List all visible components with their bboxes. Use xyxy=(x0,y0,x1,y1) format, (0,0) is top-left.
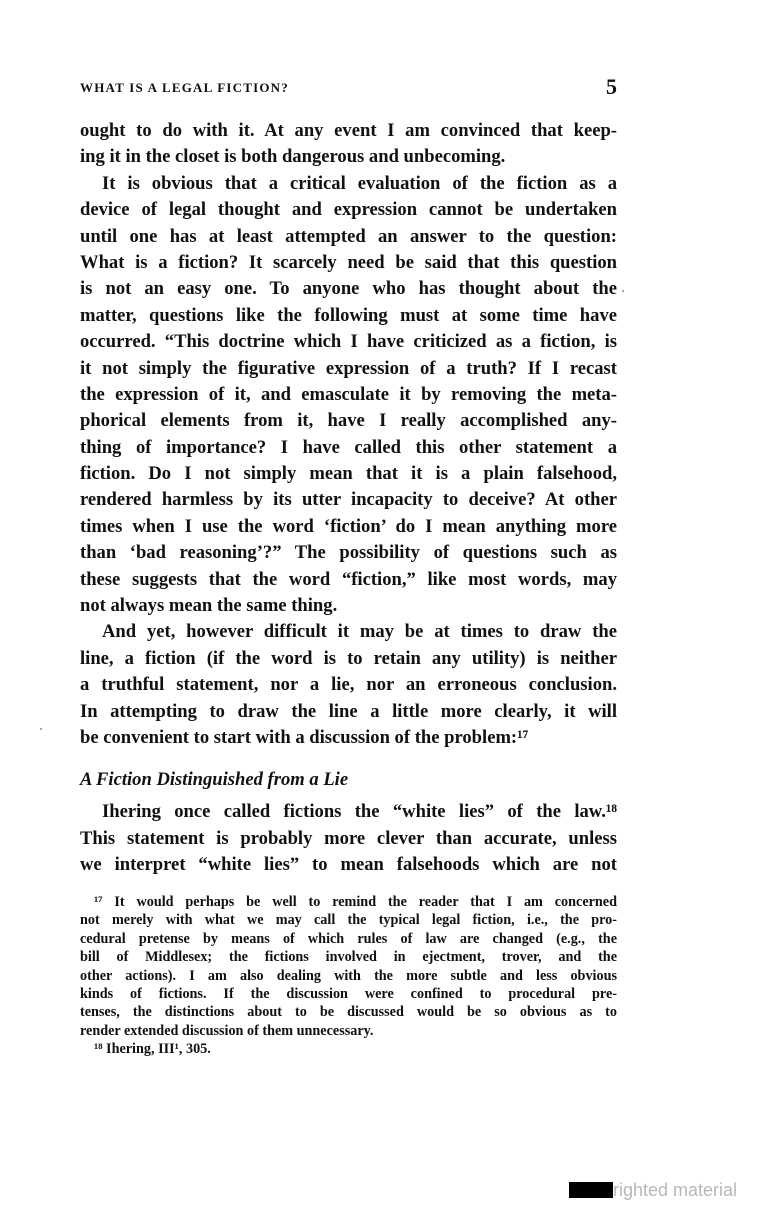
text-line: is not an easy one. To anyone who has thought about the xyxy=(80,278,617,300)
text-line: the expression of it, and emasculate it by removing the meta- xyxy=(80,383,617,405)
text-line: This statement is probably more clever than accurate, unless xyxy=(80,827,617,849)
text-line: be convenient to start with a discussion of the problem:¹⁷ xyxy=(80,726,529,748)
footnote-line: tenses, the distinctions about to be discussed would be so obvious as to xyxy=(80,1004,617,1021)
text-line: It is obvious that a critical evaluation of the fiction as a xyxy=(102,172,617,194)
text-line: line, a fiction (if the word is to retain any utility) is neither xyxy=(80,647,617,669)
paragraph-what-is-a-fiction xyxy=(80,171,617,620)
text-line: ought to do with it. At any event I am convinced that keep- xyxy=(80,120,617,141)
text-line: times when I use the word ‘fiction’ do I mean anything more xyxy=(80,515,617,537)
body-text xyxy=(80,118,617,879)
paragraph-continued xyxy=(80,118,617,171)
text-line: a truthful statement, nor a lie, nor an erroneous conclusion. xyxy=(80,674,617,696)
footnote-line: render extended discussion of them unnecessary. xyxy=(80,1022,374,1039)
text-line: these suggests that the word “fiction,” like most words, may xyxy=(80,568,617,590)
text-line: What is a fiction? It scarcely need be said that this question xyxy=(80,251,617,273)
text-line: ing it in the closet is both dangerous and unbecoming. xyxy=(80,146,506,168)
text-line: it not simply the figurative expression of a truth? If I recast xyxy=(80,357,617,379)
footnote-line: kinds of fictions. If the discussion were confined to procedural pre- xyxy=(80,985,617,1002)
text-line: until one has at least attempted an answer to the question: xyxy=(80,225,617,247)
footnote-line: not merely with what we may call the typical legal fiction, i.e., the pro- xyxy=(80,912,617,929)
text-line: not always mean the same thing. xyxy=(80,595,338,617)
text-line: phorical elements from it, have I really accomplished any- xyxy=(80,410,617,432)
text-line: rendered harmless by its utter incapacity to deceive? At other xyxy=(80,489,617,511)
text-line: occurred. “This doctrine which I have criticized as a fiction, is xyxy=(80,331,617,353)
text-line: device of legal thought and expression cannot be undertaken xyxy=(80,199,617,221)
footnote-line: bill of Middlesex; the fictions involved in ejectment, trover, and the xyxy=(80,949,617,966)
footnote-line: other actions). I am also dealing with the more subtle and less obvious xyxy=(80,967,617,984)
footnote-18 xyxy=(80,1040,617,1058)
paragraph-and-yet xyxy=(80,619,617,751)
running-header xyxy=(80,74,617,102)
text-line: And yet, however difficult it may be at times to draw the xyxy=(102,621,617,643)
text-line: thing of importance? I have called this other statement a xyxy=(80,436,617,458)
scan-speck xyxy=(622,290,624,292)
footnotes xyxy=(80,893,617,1059)
page-number: 5 xyxy=(606,74,617,99)
text-line: In attempting to draw the line a little more clearly, it will xyxy=(80,700,617,722)
footnote-line: ¹⁸ Ihering, III¹, 305. xyxy=(94,1041,211,1058)
copyright-watermark xyxy=(569,1180,737,1200)
running-title: WHAT IS A LEGAL FICTION? xyxy=(80,80,289,95)
redaction-bar xyxy=(569,1182,613,1198)
watermark-text: righted material xyxy=(613,1180,738,1200)
paragraph-ihering xyxy=(80,799,617,878)
text-line: we interpret “white lies” to mean falsehoods which are not xyxy=(80,854,617,876)
text-line: matter, questions like the following must at some time have xyxy=(80,304,617,326)
footnote-line: cedural pretense by means of which rules of law are changed (e.g., the xyxy=(80,930,617,947)
section-heading: A Fiction Distinguished from a Lie xyxy=(80,769,349,791)
footnote-line: ¹⁷ It would perhaps be well to remind the reader that I am concerned xyxy=(94,894,617,910)
scan-speck xyxy=(40,728,42,730)
text-line: Ihering once called fictions the “white lies” of the law.¹⁸ xyxy=(102,801,617,823)
text-line: than ‘bad reasoning’?” The possibility of questions such as xyxy=(80,542,617,564)
footnote-17 xyxy=(80,893,617,1040)
text-line: fiction. Do I not simply mean that it is a plain falsehood, xyxy=(80,463,617,485)
